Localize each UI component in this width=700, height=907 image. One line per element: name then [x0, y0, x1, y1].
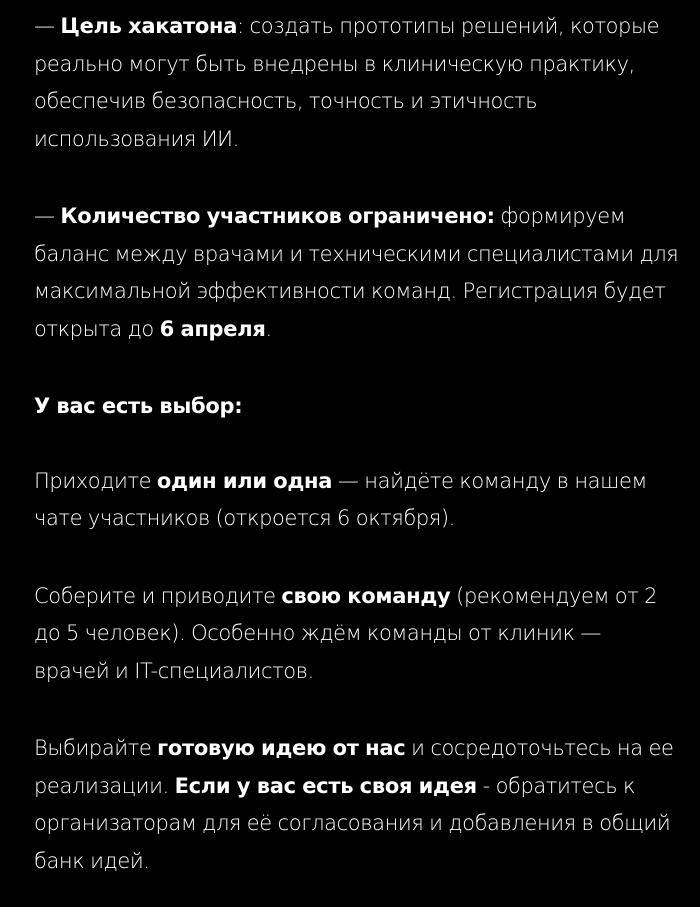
choice-heading — [34, 388, 680, 426]
option-idea-pre: Выбирайте — [34, 736, 158, 760]
participants-end: . — [265, 316, 272, 341]
option-idea-bold-ready: готовую идею от нас — [157, 736, 406, 760]
goal-text: : создать прототипы решений, которые реально могут быть внедрены в клиническую практику, обеспечив безопасность, точность и этичность использования ИИ. — [34, 14, 660, 151]
participants-paragraph — [34, 198, 680, 348]
option-idea-mid: и сосредоточьтесь на ее реализации. — [34, 736, 674, 798]
option-idea-bold-own: Если у вас есть своя идея — [174, 773, 477, 798]
option-team-bold: свою команду — [281, 583, 451, 608]
option-solo-post: — найдёте команду в нашем чате участников (откроется 6 октября). — [34, 468, 647, 530]
option-solo-pre: Приходите — [34, 468, 157, 493]
option-team-paragraph — [34, 578, 680, 691]
option-idea-post: - обратитесь к организаторам для её согласования и добавления в общий банк идей. — [34, 773, 671, 873]
option-team-pre: Соберите и приводите — [34, 583, 282, 608]
participants-label: Количество участников ограничено: — [60, 204, 495, 228]
goal-dash: — — [34, 14, 61, 38]
participants-text: формируем баланс между врачами и техническими специалистами для максимальной эффективности команд. Регистрация будет открыта до — [34, 204, 679, 341]
option-team-post: (рекомендуем от 2 до 5 человек). Особенно ждём команды от клиник — врачей и IT-специалистов. — [34, 583, 658, 683]
option-solo-bold: один или одна — [156, 468, 333, 493]
option-solo-paragraph — [34, 463, 680, 538]
goal-paragraph — [34, 8, 680, 158]
option-idea-paragraph — [34, 730, 680, 880]
registration-deadline: 6 апреля — [159, 316, 266, 341]
participants-dash: — — [34, 204, 61, 228]
choice-heading-text: У вас есть выбор: — [34, 394, 243, 418]
goal-label: Цель хакатона — [60, 14, 238, 38]
